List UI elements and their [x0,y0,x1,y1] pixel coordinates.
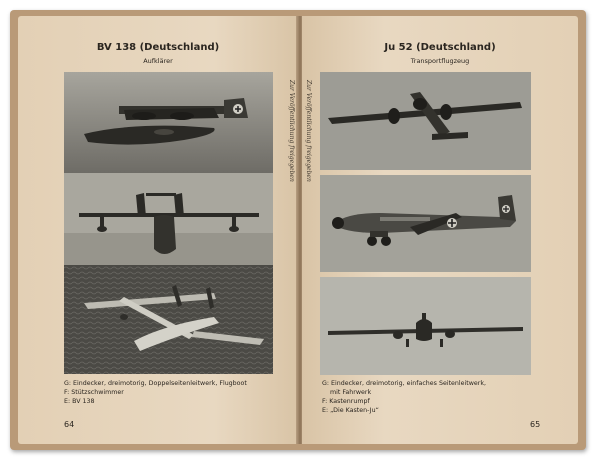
right-page [302,16,578,444]
left-caption-line-2: F: Stützschwimmer [64,389,124,396]
right-caption-line-3: F: Kastenrumpf [322,398,370,405]
bv138-photo-front [64,173,273,265]
left-page-subtitle: Aufklärer [143,57,173,65]
left-page-title: BV 138 (Deutschland) [96,42,220,53]
left-caption [64,379,247,406]
bv138-photo-side [64,72,273,173]
right-caption-line-4: E: „Die Kasten-Ju“ [322,407,379,414]
right-page-subtitle: Transportflugzeug [410,57,470,65]
right-caption [322,379,486,415]
ju52-photo-front [320,277,531,375]
bv138-sea-image [64,265,273,374]
open-book [10,10,586,450]
right-caption-line-2: mit Fahrwerk [330,389,372,396]
ju52-front-image [320,277,531,375]
right-caption-line-1: G: Eindecker, dreimotorig, einfaches Seitenleitwerk, [322,380,487,387]
right-page-title: Ju 52 (Deutschland) [384,42,496,53]
right-page-number: 65 [530,420,541,429]
left-caption-line-3: E: BV 138 [64,398,95,405]
right-vertical-note: Zur Veröffentlichung freigegeben [305,80,312,182]
ju52-photo-top [320,72,531,170]
ju52-photo-side [320,175,531,272]
left-vertical-note: Zur Veröffentlichung freigegeben [288,80,295,182]
ju52-top-image [320,72,531,170]
ju52-side-image [320,175,531,272]
bv138-photo-over-sea [64,265,273,374]
bv138-front-image [64,173,273,265]
left-page [18,16,298,444]
left-page-number: 64 [64,420,75,429]
bv138-side-image [64,72,273,173]
left-caption-line-1: G: Eindecker, dreimotorig, Doppelseitenleitwerk, Flugboot [64,380,247,387]
